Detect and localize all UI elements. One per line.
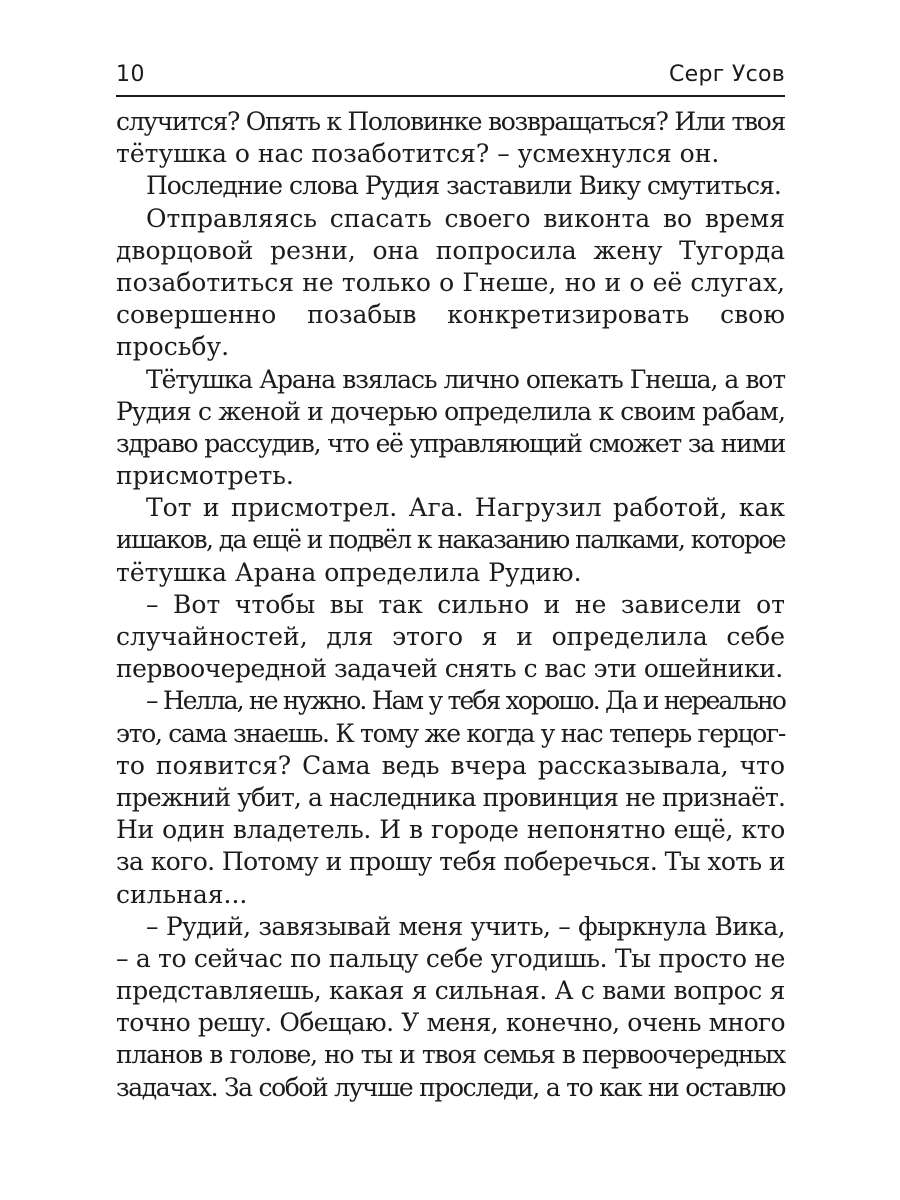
text-line: представляешь, какая я сильная. А с вами вопрос я: [116, 976, 785, 1006]
text-line: тётушка Арана определила Рудию.: [116, 557, 582, 587]
body-text: [116, 106, 785, 1104]
text-line: сильная...: [116, 879, 248, 909]
text-line: Тётушка Арана взялась лично опекать Гнеша, а вот: [146, 364, 785, 394]
text-line: просьбу.: [116, 332, 230, 362]
text-line: случится? Опять к Половинке возвращаться? Или твоя: [116, 107, 785, 136]
text-line: тётушка о нас позаботится? – усмехнулся он.: [116, 139, 720, 169]
text-line: это, сама знаешь. К тому же когда у нас теперь герцог-: [116, 718, 785, 748]
text-line: – Вот чтобы вы так сильно и не зависели от: [146, 589, 785, 619]
page-header: [116, 58, 785, 94]
text-line: – а то сейчас по пальцу себе угодишь. Ты просто не: [116, 943, 785, 973]
text-line: Последние слова Рудия заставили Вику смутиться.: [146, 171, 781, 201]
text-line: позаботиться не только о Гнеше, но и о её слугах,: [116, 267, 785, 297]
text-line: ишаков, да ещё и подвёл к наказанию палками, которое: [116, 525, 785, 555]
text-line: совершенно позабыв конкретизировать свою: [116, 300, 785, 330]
page-number: 10: [116, 62, 145, 87]
text-line: Отправляясь спасать своего виконта во время: [146, 203, 785, 233]
text-line: – Рудий, завязывай меня учить, – фыркнула Вика,: [146, 911, 785, 941]
header-rule: [116, 95, 785, 97]
text-line: за кого. Потому и прошу тебя поберечься. Ты хоть и: [116, 847, 785, 877]
text-line: Ни один владетель. И в городе непонятно ещё, кто: [116, 815, 785, 845]
text-line: Тот и присмотрел. Ага. Нагрузил работой, как: [146, 493, 785, 523]
text-line: точно решу. Обещаю. У меня, конечно, очень много: [116, 1008, 785, 1038]
text-line: Рудия с женой и дочерью определила к своим рабам,: [116, 396, 785, 426]
running-head-author: Серг Усов: [668, 62, 785, 87]
text-line: присмотреть.: [116, 461, 294, 491]
text-line: то появится? Сама ведь вчера рассказывала, что: [116, 750, 785, 780]
text-line: планов в голове, но ты и твоя семья в первоочередных: [116, 1040, 785, 1070]
text-line: – Нелла, не нужно. Нам у тебя хорошо. Да и нереально: [146, 686, 785, 716]
text-line: случайностей, для этого я и определила себе: [116, 622, 785, 651]
text-line: здраво рассудив, что её управляющий сможет за ними: [116, 428, 785, 458]
text-line: прежний убит, а наследника провинция не признаёт.: [116, 782, 785, 812]
text-line: дворцовой резни, она попросила жену Тугорда: [116, 235, 785, 265]
text-line: первоочередной задачей снять с вас эти ошейники.: [116, 654, 783, 684]
text-line: задачах. За собой лучше проследи, а то как ни оставлю: [116, 1072, 785, 1102]
